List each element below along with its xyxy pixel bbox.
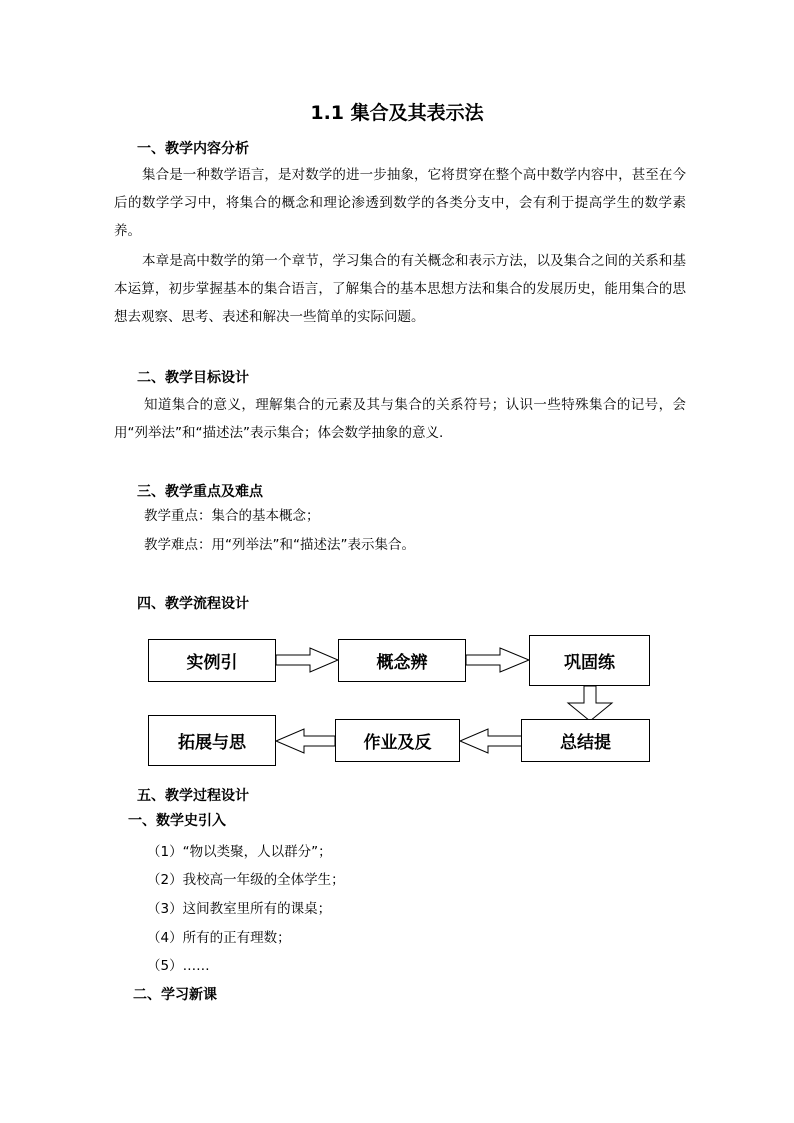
- flow-box-homework: 作业及反: [335, 719, 460, 762]
- section-heading-flow-design: 四、教学流程设计: [137, 596, 249, 612]
- flow-arrow-3: [568, 686, 612, 721]
- list-item: （2）我校高一年级的全体学生；: [147, 872, 345, 888]
- list-item: （1）“物以类聚，人以群分”；: [147, 844, 332, 860]
- list-item: （4）所有的正有理数；: [147, 930, 291, 946]
- section-heading-objectives: 二、教学目标设计: [137, 370, 249, 386]
- flow-arrow-2: [466, 648, 529, 672]
- section-heading-process-design: 五、教学过程设计: [137, 788, 249, 804]
- list-item: （3）这间教室里所有的课桌；: [147, 901, 332, 917]
- flow-box-extension: 拓展与思: [148, 715, 276, 766]
- page-title: 1.1 集合及其表示法: [310, 102, 484, 124]
- difficult-point-text: 教学难点：用“列举法”和“描述法”表示集合。: [144, 537, 415, 553]
- list-item: （5）……: [147, 958, 210, 974]
- subheading-new-lesson: 二、学习新课: [133, 987, 217, 1003]
- section-heading-content-analysis: 一、教学内容分析: [137, 141, 249, 157]
- flow-box-summary: 总结提: [521, 719, 650, 762]
- content-analysis-paragraph-2: 本章是高中数学的第一个章节，学习集合的有关概念和表示方法，以及集合之间的关系和基本运算，初步掌握基本的集合语言，了解集合的基本思想方法和集合的发展历史，能用集合的思想去观察、思考、表述和解决一些简单的实际问题。: [114, 253, 686, 325]
- key-point-text: 教学重点：集合的基本概念；: [144, 508, 320, 524]
- flow-arrow-1: [276, 648, 338, 672]
- content-analysis-paragraph-1: 集合是一种数学语言，是对数学的进一步抽象，它将贯穿在整个高中数学内容中，甚至在今后的数学学习中，将集合的概念和理论渗透到数学的各类分支中，会有利于提高学生的数学素养。: [114, 167, 686, 239]
- subheading-history-intro: 一、数学史引入: [128, 813, 226, 829]
- objectives-paragraph: 知道集合的意义，理解集合的元素及其与集合的关系符号；认识一些特殊集合的记号，会用“列举法”和“描述法”表示集合；体会数学抽象的意义.: [114, 397, 686, 441]
- flow-box-examples: 实例引: [148, 639, 276, 682]
- flow-box-concepts: 概念辨: [338, 639, 466, 682]
- flow-arrow-5: [276, 729, 335, 753]
- section-heading-key-points: 三、教学重点及难点: [137, 484, 263, 500]
- flow-arrow-4: [460, 729, 522, 753]
- flow-box-practice: 巩固练: [529, 635, 650, 686]
